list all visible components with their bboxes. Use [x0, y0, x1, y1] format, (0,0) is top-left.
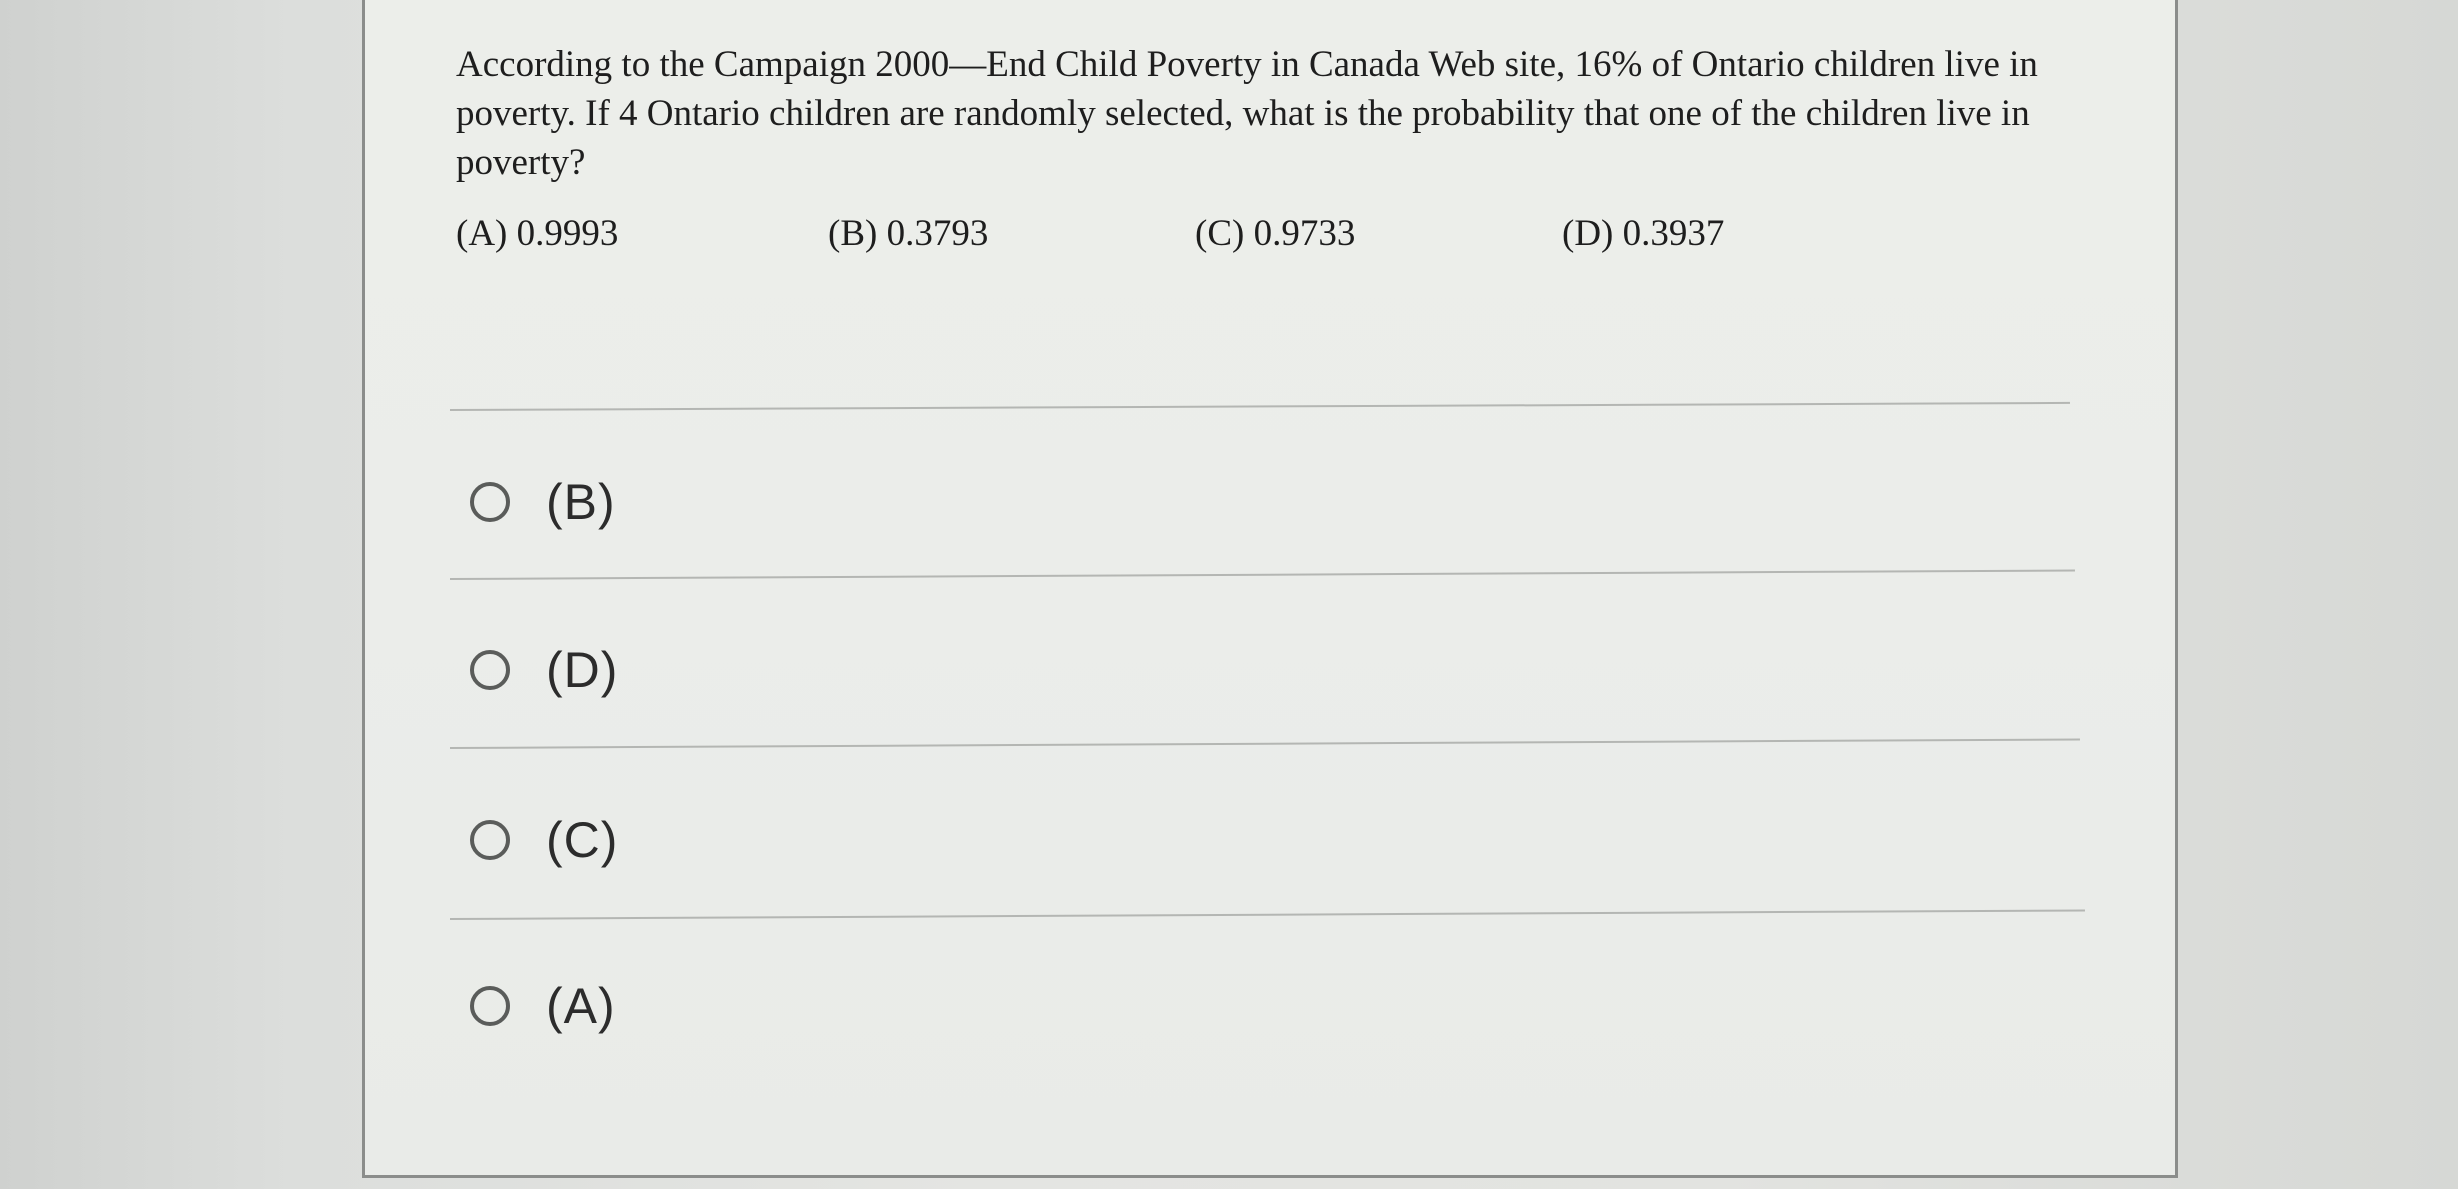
option-b[interactable] [470, 462, 616, 542]
radio-button-icon[interactable] [470, 986, 510, 1026]
option-c[interactable] [470, 800, 618, 880]
radio-button-icon[interactable] [470, 820, 510, 860]
radio-button-icon[interactable] [470, 650, 510, 690]
answer-choice-a: (A) 0.9993 [456, 213, 619, 254]
option-d[interactable] [470, 630, 618, 710]
radio-button-icon[interactable] [470, 482, 510, 522]
option-label: (B) [546, 474, 616, 530]
option-label: (C) [546, 812, 619, 868]
answer-choice-b: (B) 0.3793 [828, 213, 989, 254]
answer-choice-d: (D) 0.3937 [1562, 213, 1725, 254]
option-a[interactable] [470, 966, 616, 1046]
option-label: (D) [546, 642, 619, 698]
question-text: According to the Campaign 2000—End Child Poverty in Canada Web site, 16% of Ontario children live in poverty. If 4 Ontario children are randomly selected, what is the probability that one of the children live in poverty? [456, 44, 2038, 183]
answer-choice-c: (C) 0.9733 [1195, 213, 1356, 254]
option-label: (A) [546, 978, 616, 1034]
